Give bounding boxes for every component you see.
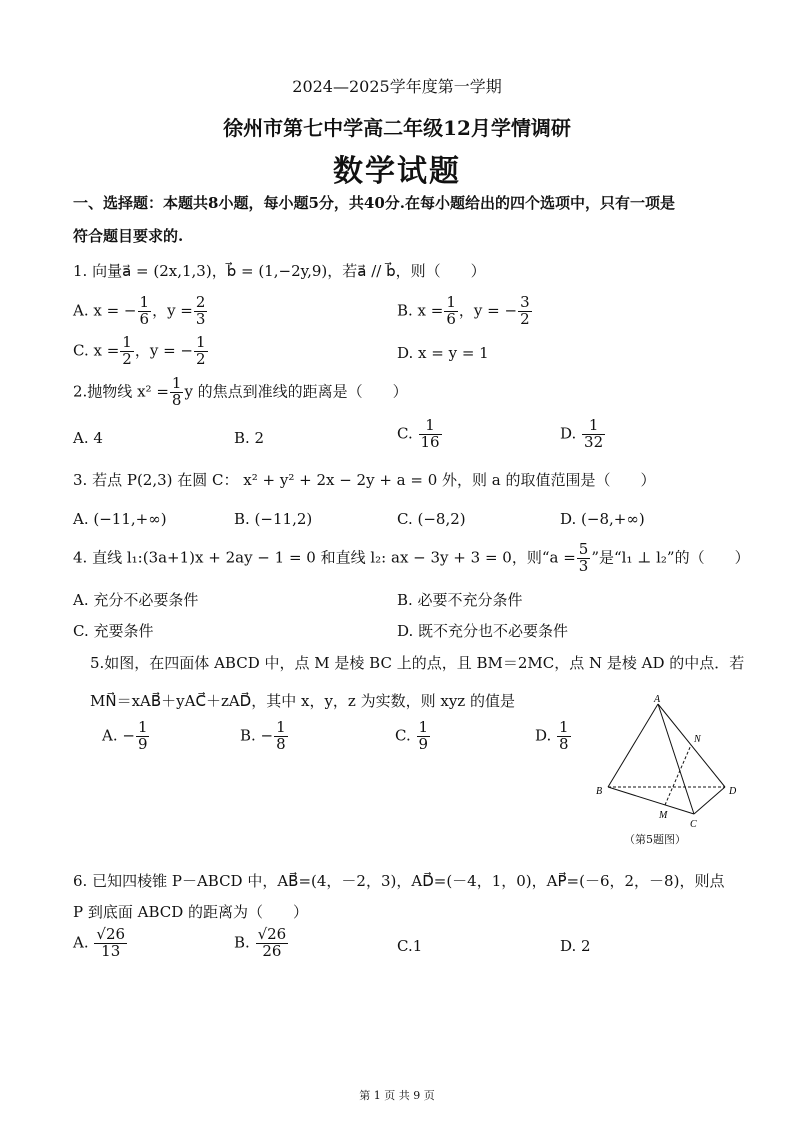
- q5-option-b: B. − $\frac{1}{8}$: [240, 718, 286, 753]
- q3-option-c: C. (−8,2): [397, 510, 466, 528]
- section1-instructions-line2: 符合题目要求的.: [73, 227, 184, 245]
- q3-option-d: D. (−8,+∞): [560, 510, 645, 528]
- q2-option-d: D. $\frac{1}{32}$: [560, 416, 604, 451]
- q1-option-b: B. x = $\frac{1}{6}$ ，y = − $\frac{3}{2}$: [397, 293, 530, 328]
- edge-ac: [658, 704, 694, 814]
- q2-option-b: B. 2: [234, 429, 265, 447]
- label-n: N: [694, 734, 701, 745]
- q1-a-frac2: $\frac{2}{3}$: [195, 293, 206, 328]
- figure-caption: （第5题图）: [624, 833, 686, 846]
- q5-option-d: D. $\frac{1}{8}$: [535, 718, 569, 753]
- q1-a-frac1: $\frac{1}{6}$: [139, 293, 150, 328]
- q5-stem-line1: 5.如图，在四面体 ABCD 中，点 M 是棱 BC 上的点，且 BM＝2MC，点 N 是棱 AD 的中点．若: [90, 654, 745, 672]
- q4-option-b: B. 必要不充分条件: [397, 591, 523, 609]
- q3-option-b: B. (−11,2): [234, 510, 313, 528]
- tetrahedron-figure: [590, 690, 750, 850]
- q6-option-b: B. $\frac{√26}{26}$: [234, 925, 287, 960]
- exam-school-title: 徐州市第七中学高二年级12月学情调研: [223, 116, 571, 140]
- q5-option-c: C. $\frac{1}{9}$: [395, 718, 429, 753]
- exam-term: 2024—2025学年度第一学期: [292, 77, 502, 96]
- q3-option-a: A. (−11,+∞): [73, 510, 167, 528]
- q1-stem: 1. 向量a⃗ = (2x,1,3)，b⃗ = (1,−2y,9)，若a⃗ // b⃗，则（ ）: [73, 262, 486, 280]
- label-b: B: [596, 786, 603, 797]
- label-a: A: [654, 694, 661, 705]
- exam-subject-title: 数学试题: [333, 154, 461, 189]
- q5-stem-line2: MN⃗＝xAB⃗＋yAC⃗＋zAD⃗，其中 x，y，z 为实数，则 xyz 的值是: [90, 692, 515, 710]
- q6-option-c: C.1: [397, 937, 423, 955]
- q5-option-a: A. − $\frac{1}{9}$: [102, 718, 148, 753]
- q6-stem-line1: 6. 已知四棱锥 P－ABCD 中，AB⃗=(4，－2，3)，AD⃗=(－4，1，0)，AP⃗=(－6，2，－8)，则点: [73, 872, 725, 890]
- edge-ab: [608, 704, 658, 787]
- q1-a-pre: A. x = −: [73, 301, 137, 320]
- q1-option-d: D. x = y = 1: [397, 344, 489, 362]
- q1-option-a: [73, 295, 208, 328]
- edge-cd: [694, 787, 725, 814]
- q4-option-a: A. 充分不必要条件: [73, 591, 199, 609]
- q6-option-d: D. 2: [560, 937, 591, 955]
- q1-option-c: C. x = $\frac{1}{2}$ ，y = − $\frac{1}{2}$: [73, 333, 206, 368]
- edge-ad: [658, 704, 725, 787]
- q4-option-d: D. 既不充分也不必要条件: [397, 622, 569, 640]
- edge-bc: [608, 787, 694, 814]
- q3-stem: 3. 若点 P(2,3) 在圆 C： x² + y² + 2x − 2y + a = 0 外，则 a 的取值范围是（ ）: [73, 471, 656, 489]
- page-number: 第 1 页 共 9 页: [359, 1089, 435, 1102]
- q1-a-mid: ，y =: [152, 301, 193, 320]
- q4-stem: 4. 直线 l₁:(3a+1)x + 2ay − 1 = 0 和直线 l₂: ax − 3y + 3 = 0，则“a = $\frac{5}{3}$ ”是“l₁ ⊥ l₂”的（ ）: [73, 540, 750, 575]
- label-c: C: [690, 819, 697, 830]
- q2-option-c: C. $\frac{1}{16}$: [397, 416, 440, 451]
- label-m: M: [659, 810, 668, 821]
- section1-instructions-line1: 一、选择题：本题共8小题，每小题5分，共40分.在每小题给出的四个选项中，只有一项是: [73, 194, 675, 212]
- q2-option-a: A. 4: [73, 429, 103, 447]
- label-d: D: [729, 786, 737, 797]
- q4-option-c: C. 充要条件: [73, 622, 154, 640]
- q6-option-a: A. $\frac{√26}{13}$: [73, 925, 126, 960]
- segment-mn: [665, 745, 691, 805]
- q6-stem-line2: P 到底面 ABCD 的距离为（ ）: [73, 903, 309, 921]
- q2-stem: 2.抛物线 x² = $\frac{1}{8}$ y 的焦点到准线的距离是（ ）: [73, 374, 408, 409]
